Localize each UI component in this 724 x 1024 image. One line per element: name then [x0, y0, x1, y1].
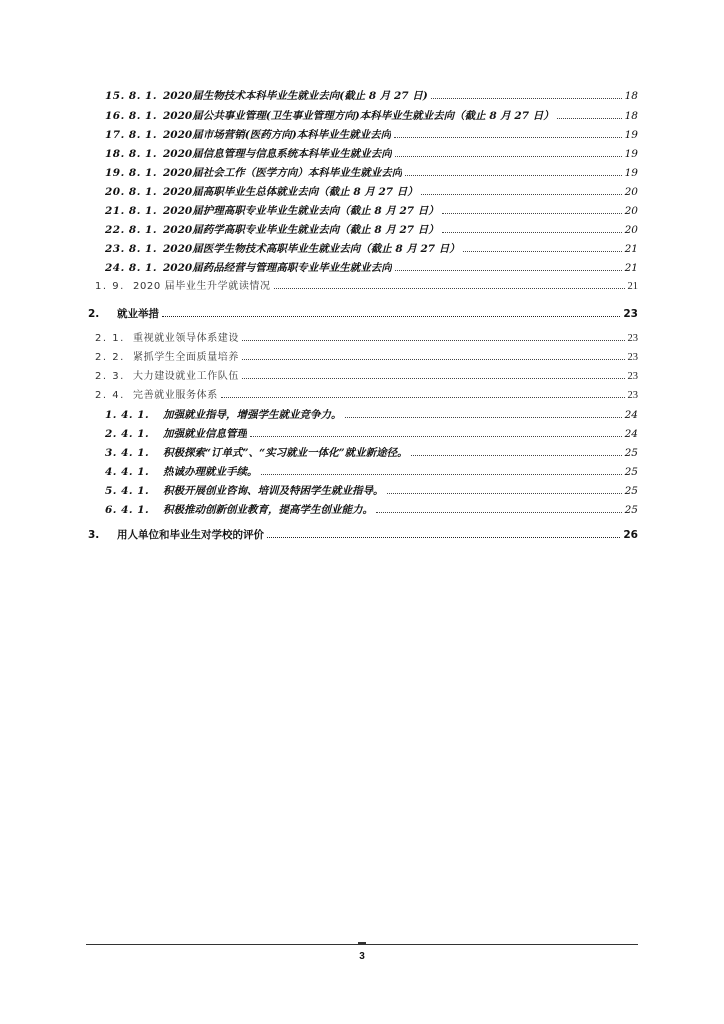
toc-entry-page: 18 [624, 110, 638, 122]
dot-leader [376, 503, 622, 513]
toc-entry-number: 2. 3. [95, 371, 125, 382]
toc-entry-title: 2020届高职毕业生总体就业去向（截止 8 月 27 日） [163, 186, 418, 198]
toc-entry-number: 2. 4. 1. [105, 428, 150, 440]
toc-entry-title: 就业举措 [117, 308, 159, 320]
toc-entry-title: 2020届药学高职专业毕业生就业去向（截止 8 月 27 日） [163, 224, 439, 236]
toc-entry-number: 2. [88, 308, 100, 320]
toc-entry-title: 紧抓学生全面质量培养 [133, 352, 239, 363]
toc-entry-page: 19 [624, 167, 638, 179]
toc-entry[interactable] [88, 527, 638, 543]
dot-leader [242, 369, 625, 379]
toc-entry-page: 20 [624, 224, 638, 236]
dot-leader [345, 408, 622, 418]
toc-entry-page: 20 [624, 186, 638, 198]
toc-entry-page: 24 [624, 428, 638, 440]
toc-entry-title: 2020 届毕业生升学就读情况 [133, 281, 271, 292]
toc-entry-title: 2020届社会工作（医学方向）本科毕业生就业去向 [163, 167, 403, 179]
toc-entry-title: 大力建设就业工作队伍 [133, 371, 239, 382]
toc-entry-number: 3. [88, 529, 100, 541]
toc-entry[interactable] [105, 445, 638, 461]
dot-leader [261, 465, 622, 475]
toc-entry-page: 21 [624, 243, 638, 255]
toc-entry[interactable] [105, 127, 638, 143]
toc-entry[interactable] [105, 184, 638, 200]
dot-leader [405, 166, 621, 176]
toc-entry-title: 2020届药品经营与管理高职专业毕业生就业去向 [163, 262, 392, 274]
toc-entry-number: 1. 9. [95, 281, 125, 292]
toc-entry-page: 19 [624, 148, 638, 160]
toc-entry-title: 完善就业服务体系 [133, 390, 218, 401]
toc-entry-title: 加强就业信息管理 [163, 428, 247, 440]
toc-entry-title: 积极探索“订单式”、“实习就业一体化”就业新途径。 [163, 447, 408, 459]
toc-entry[interactable] [105, 260, 638, 276]
dot-leader [394, 128, 621, 138]
toc-entry-number: 1. 4. 1. [105, 409, 150, 421]
toc-entry[interactable] [95, 279, 638, 295]
toc-entry-title: 2020届市场营销(医药方向)本科毕业生就业去向 [163, 129, 392, 141]
toc-entry-title: 积极开展创业咨询、培训及特困学生就业指导。 [163, 485, 384, 497]
toc-entry[interactable] [88, 306, 638, 322]
toc-entry-page: 24 [624, 409, 638, 421]
dot-leader [387, 484, 622, 494]
toc-entry-title: 2020届医学生物技术高职毕业生就业去向（截止 8 月 27 日） [163, 243, 460, 255]
toc-entry[interactable] [95, 388, 638, 404]
toc-entry-page: 23 [627, 371, 638, 382]
toc-entry-number: 24. 8. 1. [105, 262, 158, 274]
dot-leader [421, 185, 622, 195]
toc-entry-page: 25 [624, 447, 638, 459]
toc-entry-page: 18 [624, 90, 638, 102]
toc-entry-title: 2020届生物技术本科毕业生就业去向(截止 8 月 27 日) [163, 90, 428, 102]
toc-entry-number: 22. 8. 1. [105, 224, 158, 236]
toc-entry-page: 25 [624, 504, 638, 516]
toc-entry-number: 16. 8. 1. [105, 110, 158, 122]
toc-entry[interactable] [105, 165, 638, 181]
toc-entry-page: 23 [623, 308, 638, 320]
toc-entry-page: 21 [624, 262, 638, 274]
toc-entry-number: 6. 4. 1. [105, 504, 150, 516]
toc-entry-number: 17. 8. 1. [105, 129, 158, 141]
toc-entry-number: 2. 2. [95, 352, 125, 363]
toc-entry-number: 23. 8. 1. [105, 243, 158, 255]
dot-leader [442, 223, 622, 233]
toc-entry[interactable] [105, 464, 638, 480]
toc-entry-title: 加强就业指导，增强学生就业竞争力。 [163, 409, 342, 421]
dot-leader [242, 331, 625, 341]
toc-entry-title: 2020届护理高职专业毕业生就业去向（截止 8 月 27 日） [163, 205, 439, 217]
dot-leader [395, 261, 622, 271]
toc-entry[interactable] [105, 203, 638, 219]
toc-entry-title: 用人单位和毕业生对学校的评价 [117, 529, 264, 541]
toc-entry-title: 2020届公共事业管理(卫生事业管理方向)本科毕业生就业去向（截止 8 月 27 日） [163, 110, 554, 122]
toc-entry-number: 21. 8. 1. [105, 205, 158, 217]
toc-entry-number: 18. 8. 1. [105, 148, 158, 160]
dot-leader [395, 147, 622, 157]
toc-entry-page: 26 [623, 529, 638, 541]
toc-entry-title: 重视就业领导体系建设 [133, 333, 239, 344]
dot-leader [442, 204, 622, 214]
toc-entry[interactable] [95, 350, 638, 366]
toc-entry-page: 25 [624, 485, 638, 497]
toc-entry[interactable] [105, 108, 638, 124]
page-number: 3 [359, 951, 365, 962]
toc-entry-title: 2020届信息管理与信息系统本科毕业生就业去向 [163, 148, 392, 160]
toc-entry[interactable] [105, 407, 638, 423]
toc-entry[interactable] [105, 426, 638, 442]
footer-divider-mark [358, 942, 366, 945]
toc-entry-page: 20 [624, 205, 638, 217]
toc-entry[interactable] [105, 88, 638, 104]
toc-entry[interactable] [105, 483, 638, 499]
toc-entry-page: 23 [627, 390, 638, 401]
toc-entry-number: 5. 4. 1. [105, 485, 150, 497]
dot-leader [274, 279, 625, 289]
toc-entry-number: 3. 4. 1. [105, 447, 150, 459]
toc-entry[interactable] [95, 331, 638, 347]
dot-leader [221, 388, 625, 398]
toc-entry-number: 20. 8. 1. [105, 186, 158, 198]
toc-entry-number: 15. 8. 1. [105, 90, 158, 102]
toc-entry[interactable] [105, 241, 638, 257]
toc-entry-page: 23 [627, 333, 638, 344]
dot-leader [557, 109, 622, 119]
dot-leader [411, 446, 622, 456]
dot-leader [267, 528, 620, 538]
toc-entry[interactable] [105, 146, 638, 162]
toc-entry[interactable] [105, 222, 638, 238]
toc-entry-number: 2. 1. [95, 333, 125, 344]
toc-entry-page: 25 [624, 466, 638, 478]
toc-entry-number: 4. 4. 1. [105, 466, 150, 478]
toc-entry[interactable] [95, 369, 638, 385]
dot-leader [463, 242, 622, 252]
toc-entry-page: 23 [627, 352, 638, 363]
toc-entry-page: 21 [627, 281, 638, 292]
dot-leader [242, 350, 625, 360]
toc-entry-number: 2. 4. [95, 390, 125, 401]
toc-entry-title: 积极推动创新创业教育，提高学生创业能力。 [163, 504, 373, 516]
dot-leader [431, 89, 622, 99]
dot-leader [250, 427, 622, 437]
toc-entry[interactable] [105, 502, 638, 518]
toc-entry-title: 热诚办理就业手续。 [163, 466, 258, 478]
dot-leader [162, 307, 620, 317]
toc-entry-number: 19. 8. 1. [105, 167, 158, 179]
toc-entry-page: 19 [624, 129, 638, 141]
